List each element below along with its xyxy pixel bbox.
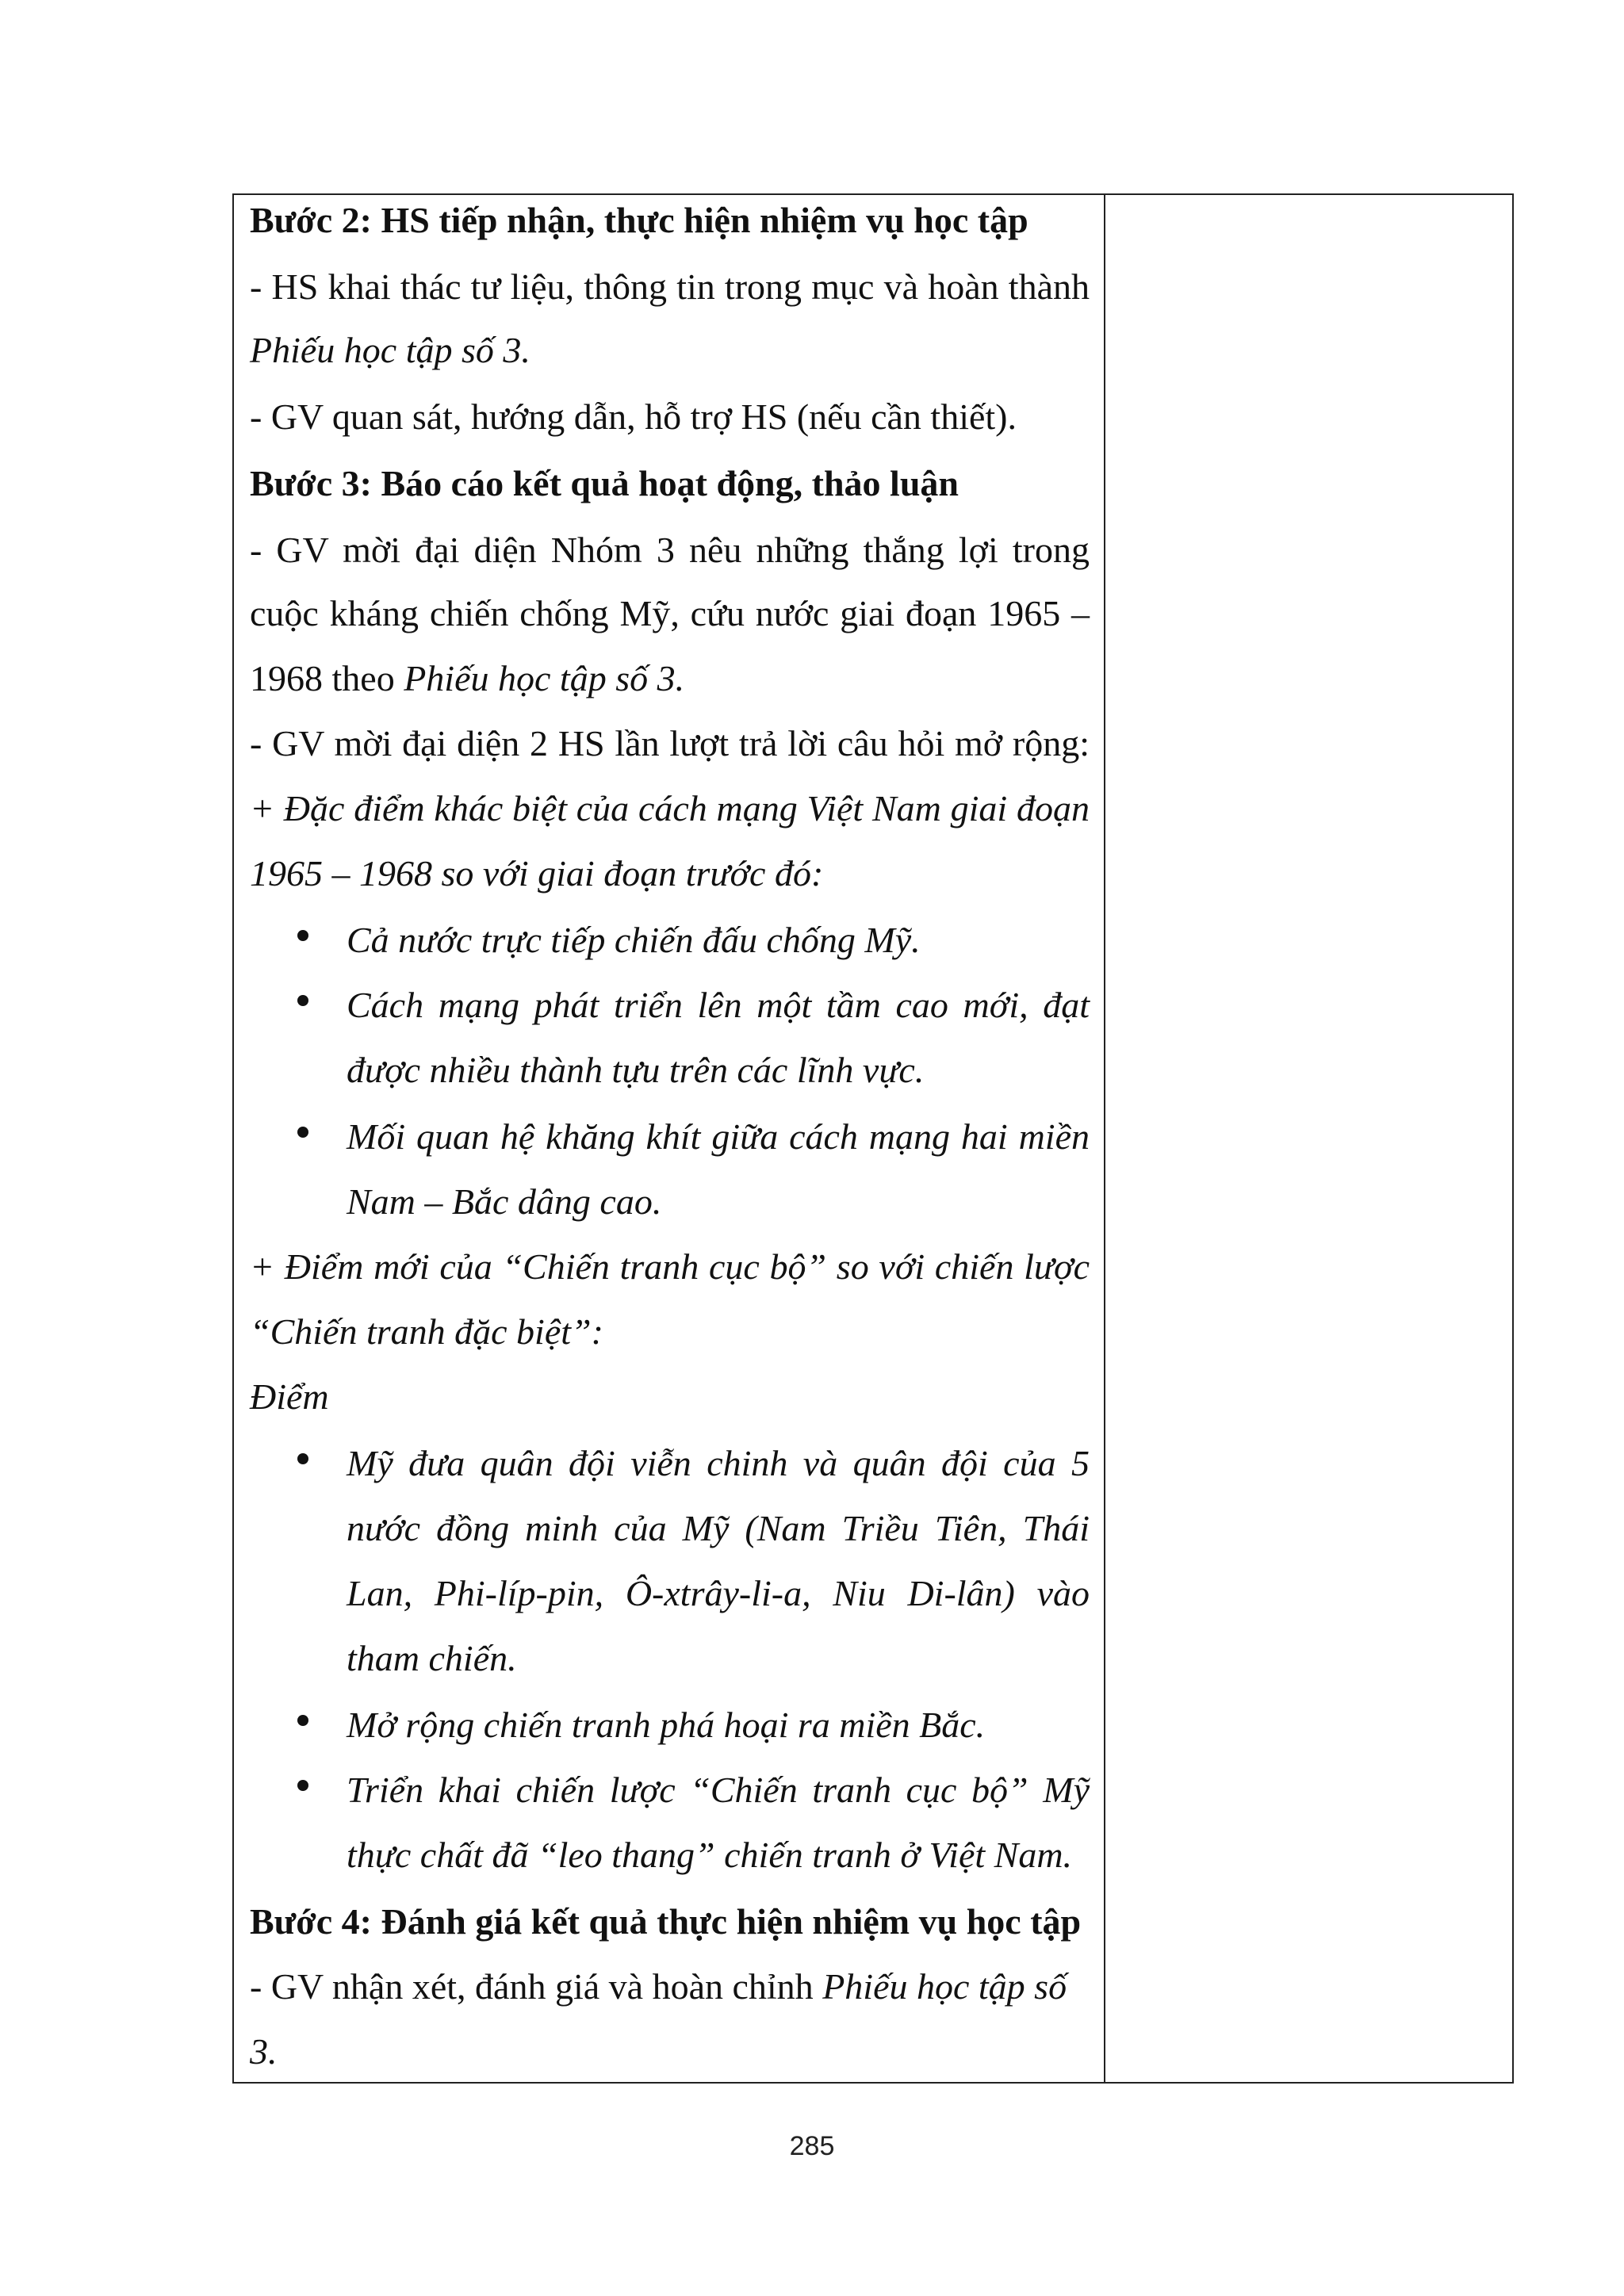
bullet-2-line-2: được nhiều thành tựu trên các lĩnh vực.	[347, 1050, 925, 1090]
bullet-3-dot	[297, 1127, 308, 1138]
bullet-4-line-3: Lan, Phi-líp-pin, Ô-xtrây-li-a, Niu Di-lân) vào	[347, 1573, 1090, 1613]
bullet-2-dot	[297, 995, 308, 1006]
step2-heading: Bước 2: HS tiếp nhận, thực hiện nhiệm vụ học tập	[250, 200, 1028, 240]
step4-line-1-text: - GV nhận xét, đánh giá và hoàn chỉnh	[250, 1966, 823, 2007]
bullet-5-line-1: Mở rộng chiến tranh phá hoại ra miền Bắc.	[347, 1705, 986, 1745]
question2-line-2: “Chiến tranh đặc biệt”:	[250, 1311, 603, 1352]
bullet-4-line-4: tham chiến.	[347, 1638, 517, 1678]
bullet-2-line-1: Cách mạng phát triển lên một tầm cao mới, đạt	[347, 985, 1090, 1025]
bullet-6-line-2: thực chất đã “leo thang” chiến tranh ở Việt Nam.	[347, 1835, 1073, 1875]
activity-column	[234, 195, 1105, 2082]
step4-line-2: 3.	[250, 2031, 278, 2072]
product-column	[1105, 195, 1512, 2082]
bullet-4-dot	[297, 1453, 308, 1464]
bullet-4-line-1: Mỹ đưa quân đội viễn chinh và quân đội của 5	[347, 1443, 1090, 1483]
step4-line-1	[250, 1965, 1090, 2009]
step2-line-1: - HS khai thác tư liệu, thông tin trong mục và hoàn thành	[250, 266, 1090, 307]
question2-line-3: Điểm	[250, 1376, 329, 1417]
lesson-table	[232, 193, 1514, 2084]
bullet-1-dot	[297, 930, 308, 941]
step3-line-1: - GV mời đại diện Nhóm 3 nêu những thắng lợi trong	[250, 530, 1090, 570]
bullet-1-line-1: Cả nước trực tiếp chiến đấu chống Mỹ.	[347, 920, 921, 960]
worksheet-ref-2: Phiếu học tập số	[822, 1966, 1067, 2007]
step3-line-3-text: 1968 theo	[250, 658, 404, 698]
bullet-4-line-2: nước đồng minh của Mỹ (Nam Triều Tiên, Thái	[347, 1508, 1090, 1548]
step3-line-2: cuộc kháng chiến chống Mỹ, cứu nước giai đoạn 1965 –	[250, 593, 1090, 633]
worksheet-ref: Phiếu học tập số 3.	[404, 658, 685, 698]
step3-line-4: - GV mời đại diện 2 HS lần lượt trả lời câu hỏi mở rộng:	[250, 723, 1090, 763]
bullet-6-line-1: Triển khai chiến lược “Chiến tranh cục bộ” Mỹ	[347, 1770, 1090, 1810]
step2-line-2: Phiếu học tập số 3.	[250, 330, 530, 370]
step2-line-3: - GV quan sát, hướng dẫn, hỗ trợ HS (nếu cần thiết).	[250, 396, 1017, 437]
question2-line-1: + Điểm mới của “Chiến tranh cục bộ” so với chiến lược	[250, 1246, 1090, 1287]
bullet-3-line-1: Mối quan hệ khăng khít giữa cách mạng hai miền	[347, 1116, 1090, 1157]
step3-heading: Bước 3: Báo cáo kết quả hoạt động, thảo luận	[250, 463, 959, 503]
question1-line-1: + Đặc điểm khác biệt của cách mạng Việt Nam giai đoạn	[250, 788, 1090, 828]
question1-line-2: 1965 – 1968 so với giai đoạn trước đó:	[250, 853, 824, 894]
bullet-6-dot	[297, 1780, 308, 1791]
step3-line-3	[250, 656, 1090, 701]
bullet-3-line-2: Nam – Bắc dâng cao.	[347, 1181, 662, 1222]
step4-heading: Bước 4: Đánh giá kết quả thực hiện nhiệm vụ học tập	[250, 1901, 1082, 1942]
bullet-5-dot	[297, 1715, 308, 1726]
page-number: 285	[789, 2131, 835, 2161]
